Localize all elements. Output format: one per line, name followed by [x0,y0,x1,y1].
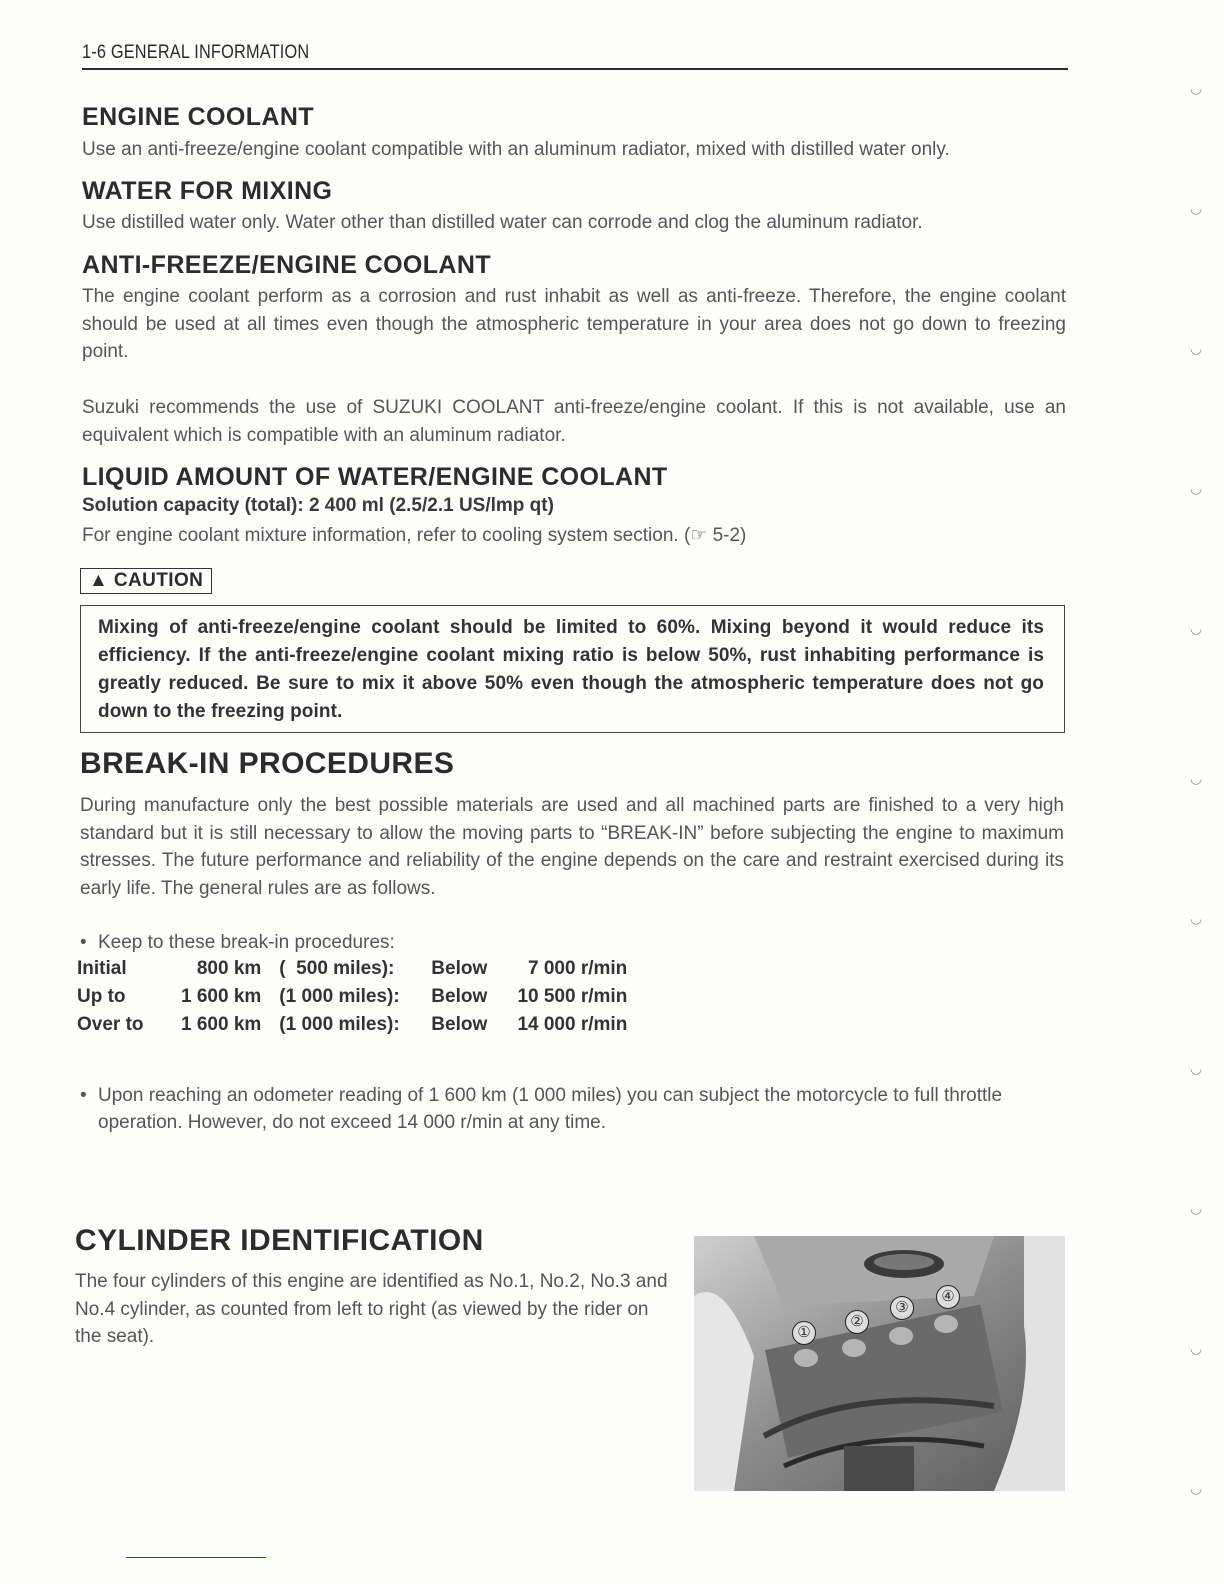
anti-freeze-text-2: Suzuki recommends the use of SUZUKI COOLANT anti-freeze/engine coolant. If this is not available, use an equivalent which is compatible with an aluminum radiator. [82,397,1066,446]
row-rpm: 7 000 r/min [528,958,628,979]
anti-freeze-heading: ANTI-FREEZE/ENGINE COOLANT [82,251,492,279]
bullet-dot: • [80,1085,87,1106]
warning-triangle-icon: ▲ [89,570,109,591]
cylinder-callout-1: ① [792,1321,816,1345]
row-cond: Below [431,958,488,979]
row-rpm: 10 500 r/min [517,986,628,1007]
caution-label-text: CAUTION [113,570,204,591]
page-header [82,42,1068,70]
engine-illustration [694,1236,1065,1491]
table-row [77,983,635,1011]
break-in-table [77,955,635,1039]
row-distance: 1 600 km [181,1014,262,1035]
row-label: Up to [77,986,126,1007]
table-row [77,955,635,983]
margin-mark: ◡ [1190,1340,1203,1356]
row-distance: 1 600 km [181,986,262,1007]
margin-mark: ◡ [1190,80,1203,96]
break-in-bullet-2-text: Upon reaching an odometer reading of 1 600 km (1 000 miles) you can subject the motorcycle to full throttle operation. However, do not exceed 14 000 r/min at any time. [98,1085,1003,1133]
margin-mark: ◡ [1190,910,1203,926]
cylinder-text: The four cylinders of this engine are identified as No.1, No.2, No.3 and No.4 cylinder, as counted from left to right (as viewed by the rider on the seat). [75,1271,668,1347]
break-in-text: During manufacture only the best possible materials are used and all machined parts are finished to a very high standard but it is still necessary to allow the moving parts to “BREAK-IN” before subjecting the engine to maximum stresses. The future performance and reliability of the engine depends on the care and restraint exercised during its early life. The general rules are as follows. [80,795,1064,899]
caution-box [80,605,1065,733]
water-for-mixing-heading: WATER FOR MIXING [82,177,333,205]
table-row [77,1011,635,1039]
cylinder-callout-2: ② [845,1310,869,1334]
coolant-reference: For engine coolant mixture information, refer to cooling system section. (☞ 5-2) [82,525,747,546]
water-for-mixing-text: Use distilled water only. Water other than distilled water can corrode and clog the aluminum radiator. [82,212,923,233]
row-rpm: 14 000 r/min [517,1014,628,1035]
cylinder-callout-3: ③ [890,1296,914,1320]
solution-capacity: Solution capacity (total): 2 400 ml (2.5/2.1 US/lmp qt) [82,495,554,516]
margin-mark: ◡ [1190,1200,1203,1216]
margin-mark: ◡ [1190,1480,1203,1496]
break-in-bullet-1-text: Keep to these break-in procedures: [98,932,395,953]
row-cond: Below [431,986,488,1007]
caution-text: Mixing of anti-freeze/engine coolant should be limited to 60%. Mixing beyond it would reduce its efficiency. If the anti-freeze/engine coolant mixing ratio is below 50%, rust inhabiting performance is greatly reduced. Be sure to mix it above 50% even though the atmospheric temperature does not go down to the freezing point. [98,617,1044,722]
margin-mark: ◡ [1190,200,1203,216]
bottom-rule [126,1557,266,1558]
row-distance: 800 km [196,958,262,979]
margin-mark: ◡ [1190,340,1203,356]
liquid-amount-heading: LIQUID AMOUNT OF WATER/ENGINE COOLANT [82,463,668,491]
bullet-dot: • [80,932,87,953]
break-in-heading: BREAK-IN PROCEDURES [80,747,455,780]
row-miles: ( 500 miles): [279,958,395,979]
margin-mark: ◡ [1190,620,1203,636]
margin-mark: ◡ [1190,1060,1203,1076]
engine-coolant-heading: ENGINE COOLANT [82,103,314,131]
anti-freeze-text-1: The engine coolant perform as a corrosion and rust inhabit as well as anti-freeze. Therefore, the engine coolant should be used at all times even though the atmospheric temperature in your area does not go down to freezing point. [82,286,1066,362]
break-in-bullet-1 [80,929,998,956]
row-miles: (1 000 miles): [279,1014,400,1035]
row-cond: Below [431,1014,488,1035]
row-miles: (1 000 miles): [279,986,400,1007]
margin-mark: ◡ [1190,770,1203,786]
engine-photo [694,1236,1065,1491]
margin-mark: ◡ [1190,480,1203,496]
break-in-bullet-2 [80,1082,1082,1136]
page-label: 1-6 GENERAL INFORMATION [82,42,310,63]
binding-marks [1190,60,1210,1500]
row-label: Initial [77,958,127,979]
cylinder-heading: CYLINDER IDENTIFICATION [75,1224,484,1257]
row-label: Over to [77,1014,144,1035]
cylinder-callout-4: ④ [936,1285,960,1309]
engine-coolant-text: Use an anti-freeze/engine coolant compatible with an aluminum radiator, mixed with distilled water only. [82,139,950,160]
caution-label [80,568,212,594]
